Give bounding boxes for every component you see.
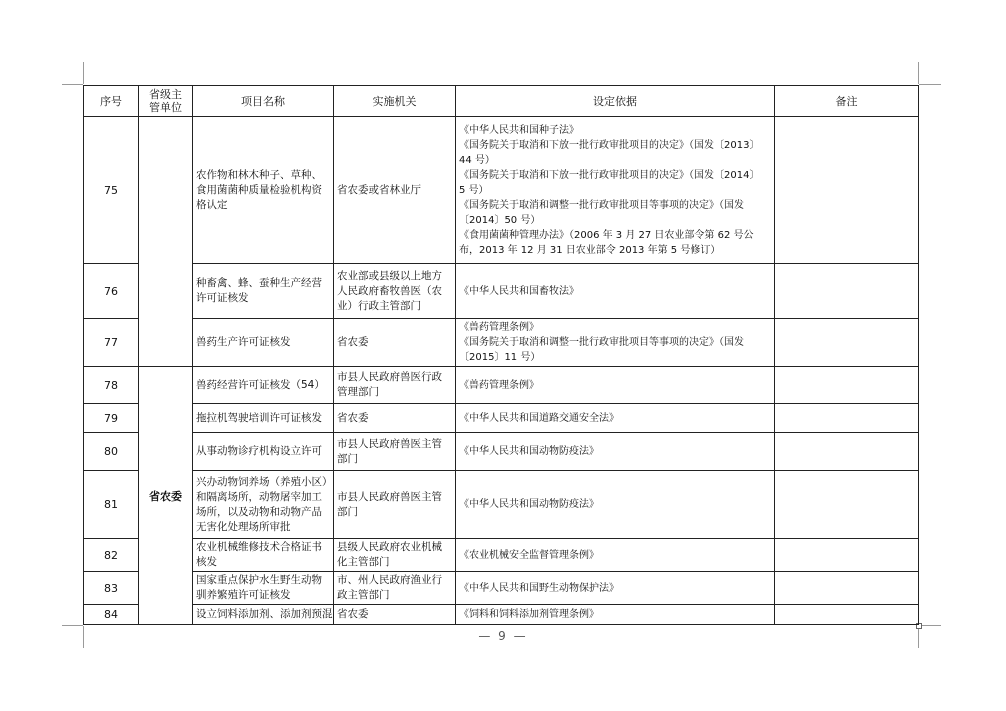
crop-mark-bottom-right-h [919,625,941,626]
row-basis [456,605,775,625]
row-no: 84 [84,605,139,625]
header-item: 项目名称 [193,86,334,117]
header-remark: 备注 [775,86,919,117]
row-remark [775,471,919,539]
row-agency: 市、州人民政府渔业行政主管部门 [334,572,456,605]
table-header-row [84,86,919,117]
row-agency: 农业部或县级以上地方人民政府畜牧兽医（农业）行政主管部门 [334,264,456,319]
row-basis [456,404,775,433]
table-row [84,404,919,433]
basis-line: 《中华人民共和国动物防疫法》 [459,499,599,510]
basis-line: 《中华人民共和国种子法》 [459,124,579,136]
row-item: 兽药经营许可证核发（54） [193,367,334,404]
basis-line: 《中华人民共和国畜牧法》 [459,285,579,297]
basis-line: 《饲料和饲料添加剂管理条例》 [459,609,599,620]
row-basis [456,367,775,404]
row-basis [456,539,775,572]
basis-line: 《农业机械安全监督管理条例》 [459,549,599,561]
basis-line: 《兽药管理条例》 [459,322,539,333]
row-remark [775,605,919,625]
row-agency: 省农委 [334,404,456,433]
crop-mark-bottom-left-h [62,625,83,626]
row-no: 79 [84,404,139,433]
basis-line: 《国务院关于取消和下放一批行政审批项目的决定》（国发〔2014〕 [459,169,760,181]
basis-line: 《兽药管理条例》 [459,379,539,391]
page-number: — 9 — [478,629,528,643]
table-row [84,319,919,367]
row-no: 80 [84,433,139,471]
row-remark [775,319,919,367]
basis-line: 5 号） [459,184,489,196]
unit-cell-empty [139,117,193,367]
row-item: 种畜禽、蜂、蚕种生产经营许可证核发 [193,264,334,319]
header-no: 序号 [84,86,139,117]
crop-mark-top-right-v [918,62,919,84]
row-no: 82 [84,539,139,572]
table-row [84,539,919,572]
table-row [84,433,919,471]
row-agency: 省农委 [334,319,456,367]
row-remark [775,264,919,319]
row-remark [775,117,919,264]
row-remark [775,433,919,471]
row-agency: 市县人民政府兽医主管部门 [334,433,456,471]
header-basis: 设定依据 [456,86,775,117]
table-row [84,471,919,539]
row-remark [775,367,919,404]
crop-mark-top-left-h [62,84,83,85]
row-item: 国家重点保护水生野生动物驯养繁殖许可证核发 [193,572,334,605]
row-basis [456,572,775,605]
header-unit: 省级主管单位 [139,86,193,117]
row-agency: 省农委 [334,605,456,625]
header-agency: 实施机关 [334,86,456,117]
table-row [84,572,919,605]
unit-cell: 省农委 [139,367,193,625]
basis-line: 《国务院关于取消和调整一批行政审批项目等事项的决定》（国发 [459,199,744,211]
crop-mark-top-right-h [919,84,941,85]
row-basis [456,319,775,367]
row-basis [456,433,775,471]
row-item: 兽药生产许可证核发 [193,319,334,367]
basis-line: 《食用菌菌种管理办法》（2006 年 3 月 27 日农业部令第 62 号公 [459,229,754,241]
row-no: 81 [84,471,139,539]
row-agency: 省农委或省林业厅 [334,117,456,264]
row-item: 兴办动物饲养场（养殖小区）和隔离场所，动物屠宰加工场所，以及动物和动物产品无害化处理场所审批 [193,471,334,539]
row-basis [456,264,775,319]
basis-line: 《中华人民共和国动物防疫法》 [459,446,599,457]
basis-line: 《国务院关于取消和下放一批行政审批项目的决定》（国发〔2013〕 [459,139,760,151]
basis-line: 〔2015〕11 号） [459,352,541,363]
row-remark [775,404,919,433]
basis-line: 《中华人民共和国道路交通安全法》 [459,412,619,424]
row-agency: 市县人民政府兽医行政管理部门 [334,367,456,404]
row-no: 76 [84,264,139,319]
row-no: 83 [84,572,139,605]
basis-line: 《中华人民共和国野生动物保护法》 [459,582,619,594]
basis-line: 布，2013 年 12 月 31 日农业部令 2013 年第 5 号修订） [459,244,721,256]
row-item: 拖拉机驾驶培训许可证核发 [193,404,334,433]
row-no: 77 [84,319,139,367]
row-no: 78 [84,367,139,404]
row-basis [456,471,775,539]
crop-mark-top-left-v [83,62,84,84]
table-row [84,605,919,625]
row-item: 设立饲料添加剂、添加剂预混 [193,605,334,625]
table-row [84,264,919,319]
row-basis [456,117,775,264]
row-remark [775,572,919,605]
basis-line: 〔2014〕50 号） [459,214,541,226]
row-no: 75 [84,117,139,264]
approval-items-table [83,85,919,625]
row-agency: 市县人民政府兽医主管部门 [334,471,456,539]
table-row [84,117,919,264]
row-item: 从事动物诊疗机构设立许可 [193,433,334,471]
row-agency: 县级人民政府农业机械化主管部门 [334,539,456,572]
table-row [84,367,919,404]
row-item: 农业机械维修技术合格证书核发 [193,539,334,572]
basis-line: 《国务院关于取消和调整一批行政审批项目等事项的决定》（国发 [459,337,744,348]
row-item: 农作物和林木种子、草种、食用菌菌种质量检验机构资格认定 [193,117,334,264]
basis-line: 44 号） [459,154,495,166]
row-remark [775,539,919,572]
